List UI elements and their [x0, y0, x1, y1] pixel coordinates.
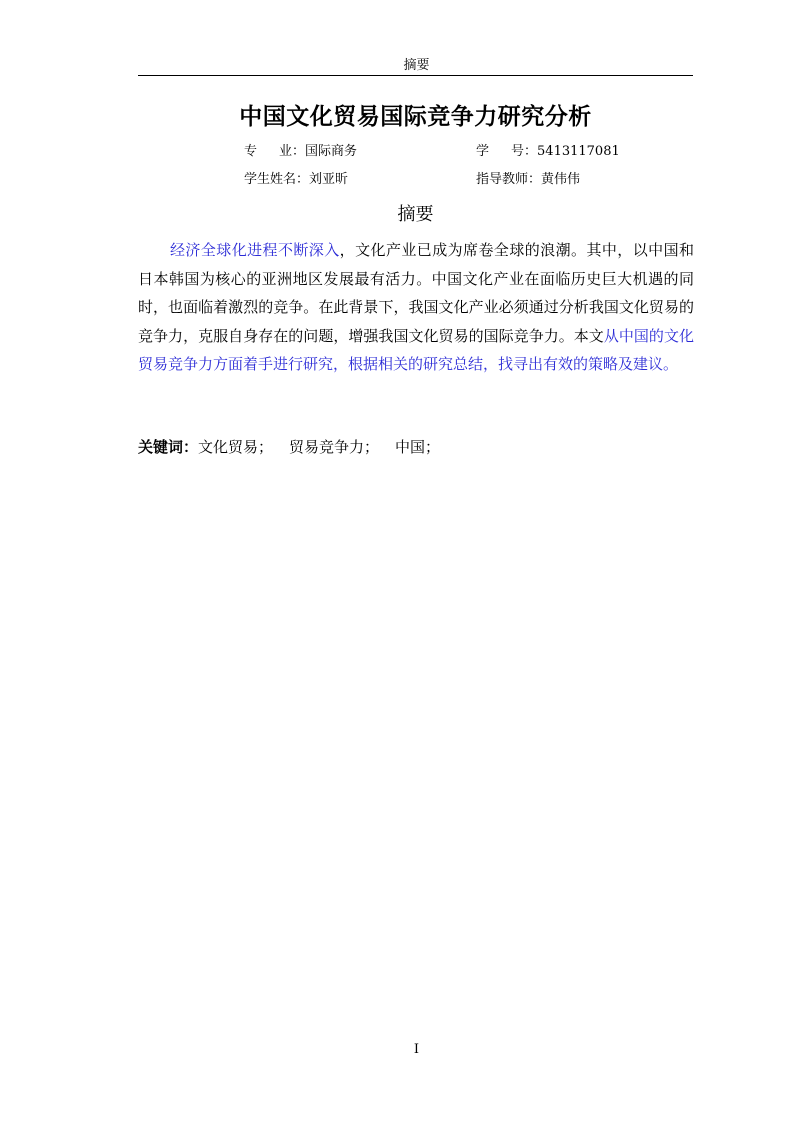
advisor-label: 指导教师： [476, 172, 542, 187]
abstract-heading: 摘要 [397, 204, 434, 225]
abstract-highlight-1: 经济全球化进程不断深入 [170, 241, 340, 259]
page-number: I [413, 1042, 420, 1057]
name-label: 学生姓名： [244, 172, 310, 187]
major-value: 国际商务 [305, 144, 358, 159]
keywords-label: 关键词： [138, 438, 199, 456]
id-label-part1: 学 [476, 144, 512, 159]
student-name-field [244, 172, 348, 188]
running-header: 摘要 [403, 58, 430, 73]
major-label-part2: 业： [279, 144, 306, 159]
major-label-part1: 专 [244, 144, 280, 159]
student-id-field [476, 144, 620, 160]
abstract-body: ，文化产业已成为席卷全球的浪潮。其中，以中国和日本韩国为核心的亚洲地区发展最有活力。中国文化产业在面临历史巨大机遇的同时，也面临着激烈的竞争。在此背景下，我国文化产业必须通过分析我国文化贸易的竞争力，克服自身存在的问题，增强我国文化贸易的国际竞争力。本文 [138, 241, 694, 345]
student-name-value: 刘亚昕 [309, 172, 349, 187]
id-label-part2: 号： [511, 144, 538, 159]
abstract-paragraph [138, 236, 694, 379]
keyword-item: 中国； [395, 438, 441, 456]
abstract-highlight-2: 从中国的文化贸易竞争力方面着手进行研究，根据相关的研究总结，找寻出有效的策略及建议。 [138, 326, 694, 373]
header-divider [138, 75, 693, 76]
keyword-item: 贸易竞争力； [289, 438, 380, 456]
advisor-value: 黄伟伟 [541, 172, 581, 187]
student-id-value: 5413117081 [537, 144, 620, 159]
keywords-line [138, 434, 694, 460]
major-field [244, 144, 357, 160]
page-title: 中国文化贸易国际竞争力研究分析 [239, 103, 592, 130]
advisor-field [476, 172, 580, 188]
keyword-item: 文化贸易； [198, 438, 274, 456]
